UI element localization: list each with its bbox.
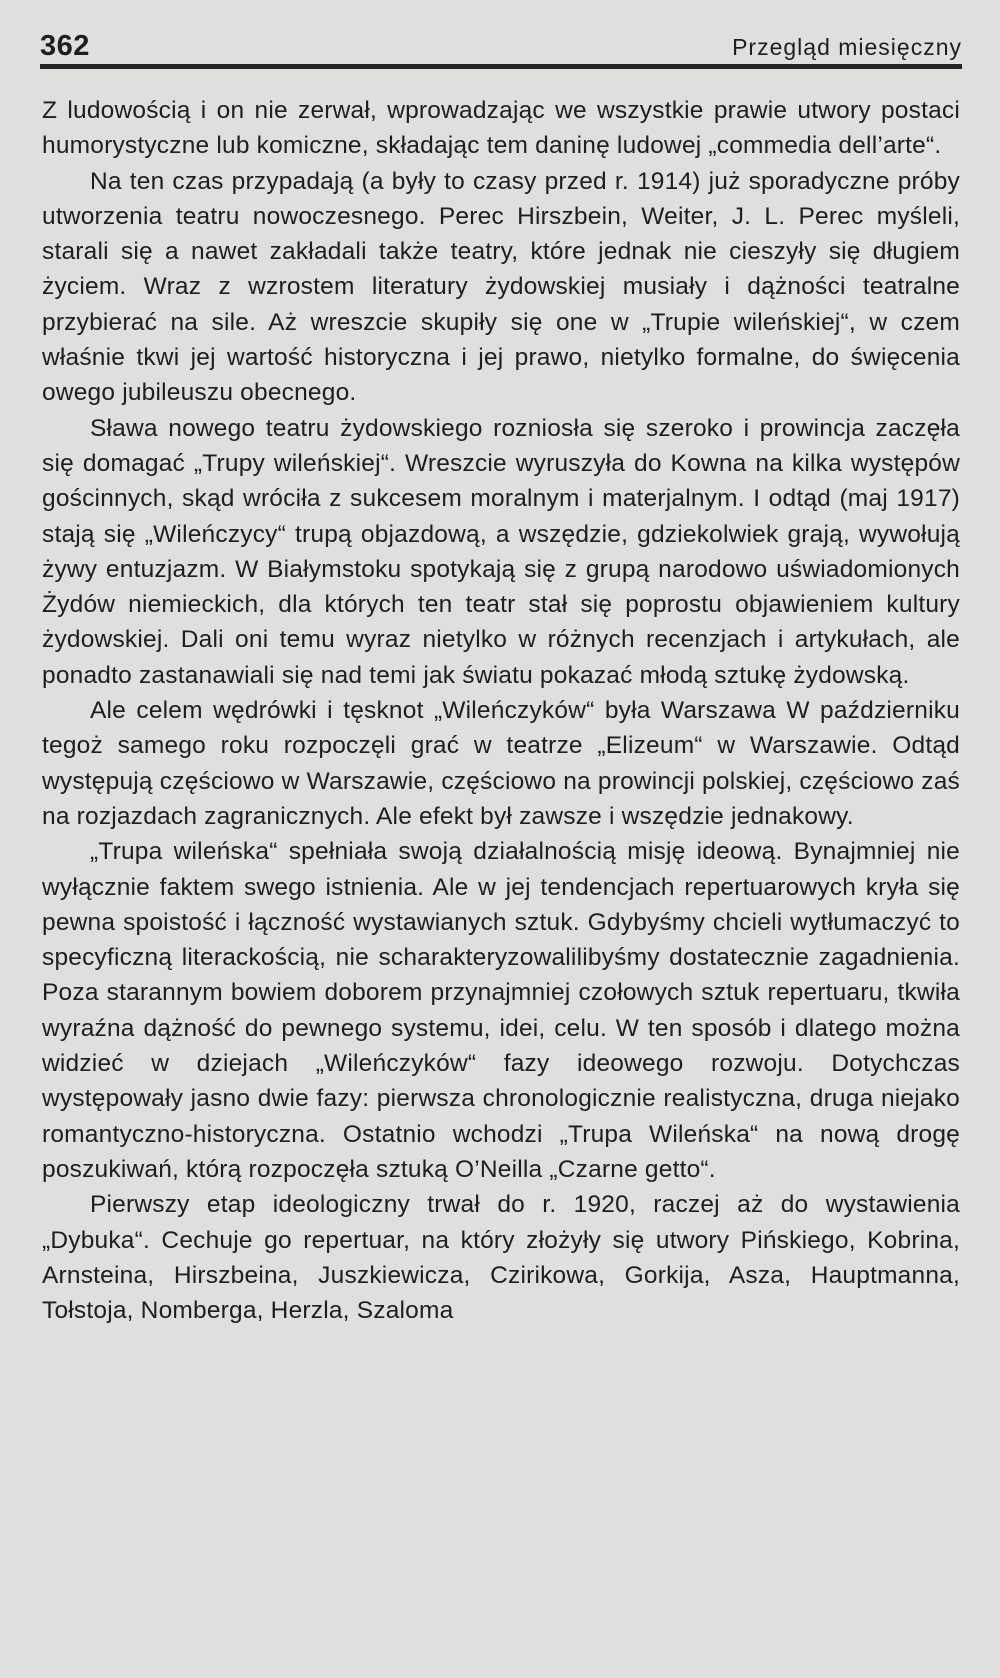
page-number: 362 [40,30,90,62]
page-header [40,28,962,64]
running-title: Przegląd miesięczny [732,34,962,60]
body-text [42,93,960,1328]
paragraph: „Trupa wileńska“ spełniała swoją działalnością misję ideową. Bynajmniej nie wyłącznie faktem swego istnienia. Ale w jej tendencjach repertuarowych kryła się pewna spoistość i łączność wystawianych sztuk. Gdybyśmy chcieli wytłumaczyć to specyficzną literackością, nie scharakteryzowalilibyśmy dostatecznie zagadnienia. Poza starannym bowiem doborem przynajmniej czołowych sztuk repertuaru, tkwiła wyraźna dążność do pewnego systemu, idei, celu. W ten sposób i dlatego można widzieć w dziejach „Wileńczyków“ fazy ideowego rozwoju. Dotychczas występowały jasno dwie fazy: pierwsza chronologicznie realistyczna, druga niejako romantyczno-historyczna. Ostatnio wchodzi „Trupa Wileńska“ na nową drogę poszukiwań, którą rozpoczęła sztuką O’Neilla „Czarne getto“. [42,838,960,1183]
paragraph: Ale celem wędrówki i tęsknot „Wileńczyków“ była Warszawa W październiku tegoż samego roku rozpoczęli grać w teatrze „Elizeum“ w Warszawie. Odtąd występują częściowo w Warszawie, częściowo na prowincji polskiej, częściowo zaś na rozjazdach zagranicznych. Ale efekt był zawsze i wszędzie jednakowy. [42,697,960,830]
paragraph: Sława nowego teatru żydowskiego rozniosła się szeroko i prowincja zaczęła się domagać „Trupy wileńskiej“. Wreszcie wyruszyła do Kowna na kilka występów gościnnych, skąd wróciła z sukcesem moralnym i materjalnym. I odtąd (maj 1917) stają się „Wileńczycy“ trupą objazdową, a wszędzie, gdziekolwiek grają, wywołują żywy entuzjazm. W Białymstoku spotykają się z grupą narodowo uświadomionych Żydów niemieckich, dla których ten teatr stał się poprostu objawieniem kultury żydowskiej. Dali oni temu wyraz nietylko w różnych recenzjach i artykułach, ale ponadto zastanawiali się nad temi jak światu pokazać młodą sztukę żydowską. [42,414,960,689]
header-rule [40,64,962,69]
paragraph: Z ludowością i on nie zerwał, wprowadzając we wszystkie prawie utwory postaci humorystyczne lub komiczne, składając tem daninę ludowej „commedia dell’arte“. [42,97,960,160]
paragraph: Na ten czas przypadają (a były to czasy przed r. 1914) już sporadyczne próby utworzenia teatru nowoczesnego. Perec Hirszbein, Weiter, J. L. Perec myśleli, starali się a nawet zakładali także teatry, które jednak nie cieszyły się długiem życiem. Wraz z wzrostem literatury żydowskiej musiały i dążności teatralne przybierać na sile. Aż wreszcie skupiły się one w „Trupie wileńskiej“, w czem właśnie tkwi jej wartość historyczna i jej prawo, nietylko formalne, do święcenia owego jubileuszu obecnego. [42,167,960,407]
paragraph: Pierwszy etap ideologiczny trwał do r. 1920, raczej aż do wystawienia „Dybuka“. Cechuje go repertuar, na który złożyły się utwory Pińskiego, Kobrina, Arnsteina, Hirszbeina, Juszkiewicza, Czirikowa, Gorkija, Asza, Hauptmanna, Tołstoja, Nomberga, Herzla, Szaloma [42,1191,960,1325]
